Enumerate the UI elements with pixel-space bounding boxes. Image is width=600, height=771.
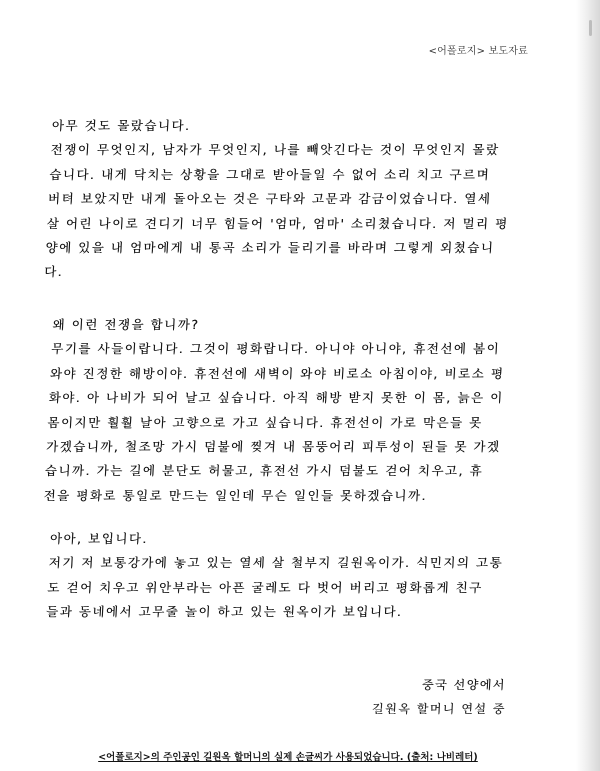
text-line: 습니다. 내게 닥치는 상황을 그대로 받아들일 수 없어 소리 치고 구르며 <box>48 166 491 182</box>
text-line: 전쟁이 무엇인지, 남자가 무엇인지, 나를 빼앗긴다는 것이 무엇인지 몰랐 <box>50 142 500 158</box>
text-line: 도 걷어 치우고 위안부라는 아픈 굴레도 다 벗어 버리고 평화롭게 친구 <box>47 579 484 595</box>
text-line: 버텨 보았지만 내게 돌아오는 것은 구타와 고문과 감금이었습니다. 열세 <box>47 191 492 207</box>
signature-author: 길원옥 할머니 연설 중 <box>371 702 507 716</box>
signature-place: 중국 선양에서 <box>421 678 507 692</box>
text-line: 살 어린 나이로 견디기 너무 힘들어 '엄마, 엄마' 소리쳤습니다. 저 멀리 평 <box>46 215 510 231</box>
text-line: 양에 있을 내 엄마에게 내 통곡 소리가 들리기를 바라며 그렇게 외쳤습니 <box>45 240 495 256</box>
text-line: 다. <box>43 264 64 280</box>
handwritten-paragraph-1 <box>44 114 531 285</box>
text-line: 무기를 사들이랍니다. 그것이 평화랍니다. 아니야 아니야, 휴전선에 봄이 <box>50 341 501 357</box>
text-line: 가겠습니까, 철조망 가시 덤불에 찢겨 내 몸뚱어리 피투성이 된들 못 가겠 <box>45 439 501 455</box>
text-line: 저기 저 보통강가에 놓고 있는 열세 살 철부지 길원옥이가. 식민지의 고통 <box>48 555 504 571</box>
text-line: 몸이지만 훨훨 날아 고향으로 가고 싶습니다. 휴전선이 가로 막은들 못 <box>47 414 484 430</box>
text-line: 아무 것도 몰랐습니다. <box>51 118 192 133</box>
handwritten-paragraph-2 <box>43 313 531 508</box>
text-line: 왜 이런 전쟁을 합니까? <box>52 317 200 332</box>
text-line: 전을 평화로 통일로 만드는 일인데 무슨 일인들 못하겠습니까. <box>43 487 428 503</box>
text-line: 화야. 아 나비가 되어 날고 싶습니다. 아직 해방 받지 못한 이 몸, 늙은 이 <box>48 390 505 406</box>
source-footnote: <어폴로지>의 주인공인 길원옥 할머니의 실제 손글씨가 사용되었습니다. (출처: 나비레터) <box>98 752 478 763</box>
handwritten-paragraph-3 <box>45 527 528 625</box>
press-release-label: <어폴로지> 보도자료 <box>428 46 528 57</box>
page-edge-shadow <box>576 0 600 771</box>
text-line: 들과 동네에서 고무줄 놀이 하고 있는 원옥이가 보입니다. <box>45 604 403 620</box>
text-line: 와야 진정한 해방이야. 휴전선에 새벽이 와야 비로소 아침이야, 비로소 평 <box>49 365 505 381</box>
text-line: 아아, 보입니다. <box>49 531 149 546</box>
scroll-indicator[interactable] <box>589 20 592 36</box>
text-line: 습니까. 가는 길에 분단도 허물고, 휴전선 가시 덤불도 걷어 치우고, 휴 <box>44 463 484 479</box>
